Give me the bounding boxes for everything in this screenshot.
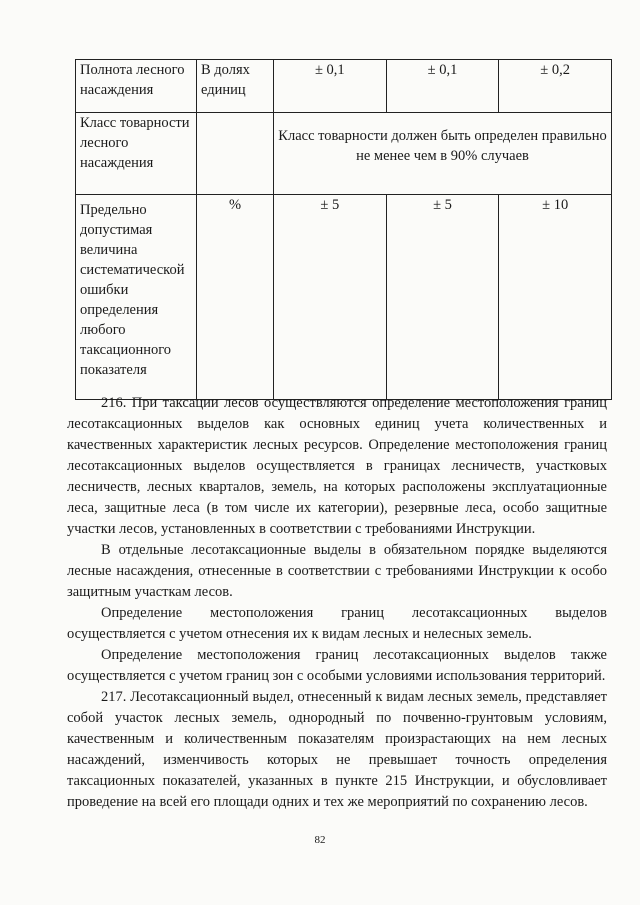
paragraph: 216. При таксации лесов осуществляются определение местоположения границ лесотаксационных выделов как основных единиц учета количественных и качественных характеристик лесных ресурсов. Определение местоположения границ лесотаксационных выделов осуществляется в границах лесничеств, участковых лесничеств, лесных кварталов, земель, на которых расположены эксплуатационные леса, защитные леса (в том числе их категории), резервные леса, особо защитные участки лесов, установленных в соответствии с требованиями Инструкции. — [67, 395, 607, 537]
body-text — [67, 393, 607, 813]
table-row — [76, 60, 612, 113]
table-row — [76, 195, 612, 400]
unit-cell: В долях единиц — [197, 60, 274, 113]
merged-requirement-cell: Класс товарности должен быть определен правильно не менее чем в 90% случаев — [274, 113, 612, 195]
indicator-name-cell: Полнота лесного насаждения — [76, 60, 197, 113]
value-cell: ± 0,1 — [386, 60, 499, 113]
value-cell: ± 0,2 — [499, 60, 612, 113]
value-cell: ± 10 — [499, 195, 612, 400]
value-cell: ± 0,1 — [274, 60, 387, 113]
unit-cell: % — [197, 195, 274, 400]
value-cell: ± 5 — [386, 195, 499, 400]
unit-cell — [197, 113, 274, 195]
norms-table — [75, 59, 612, 400]
paragraph: 217. Лесотаксационный выдел, отнесенный к видам лесных земель, представляет собой участок лесных земель, однородный по почвенно-грунтовым условиям, качественным и количественным показателям произрастающих на нем лесных насаждений, изменчивость которых не превышает точность определения таксационных показателей, указанных в пункте 215 Инструкции, и обусловливает проведение на всей его площади одних и тех же мероприятий по сохранению лесов. — [67, 689, 607, 810]
paragraph: Определение местоположения границ лесотаксационных выделов осуществляется с учетом отнесения их к видам лесных и нелесных земель. — [67, 605, 607, 642]
page-number: 82 — [314, 834, 326, 846]
paragraph: Определение местоположения границ лесотаксационных выделов также осуществляется с учетом границ зон с особыми условиями использования территорий. — [67, 647, 607, 684]
paragraph: В отдельные лесотаксационные выделы в обязательном порядке выделяются лесные насаждения, отнесенные в соответствии с требованиями Инструкции к особо защитным участкам лесов. — [67, 542, 607, 600]
indicator-name-cell: Предельно допустимая величина систематической ошибки определения любого таксационного показателя — [76, 195, 197, 400]
table-row — [76, 113, 612, 195]
value-cell: ± 5 — [274, 195, 387, 400]
indicator-name-cell: Класс товарности лесного насаждения — [76, 113, 197, 195]
